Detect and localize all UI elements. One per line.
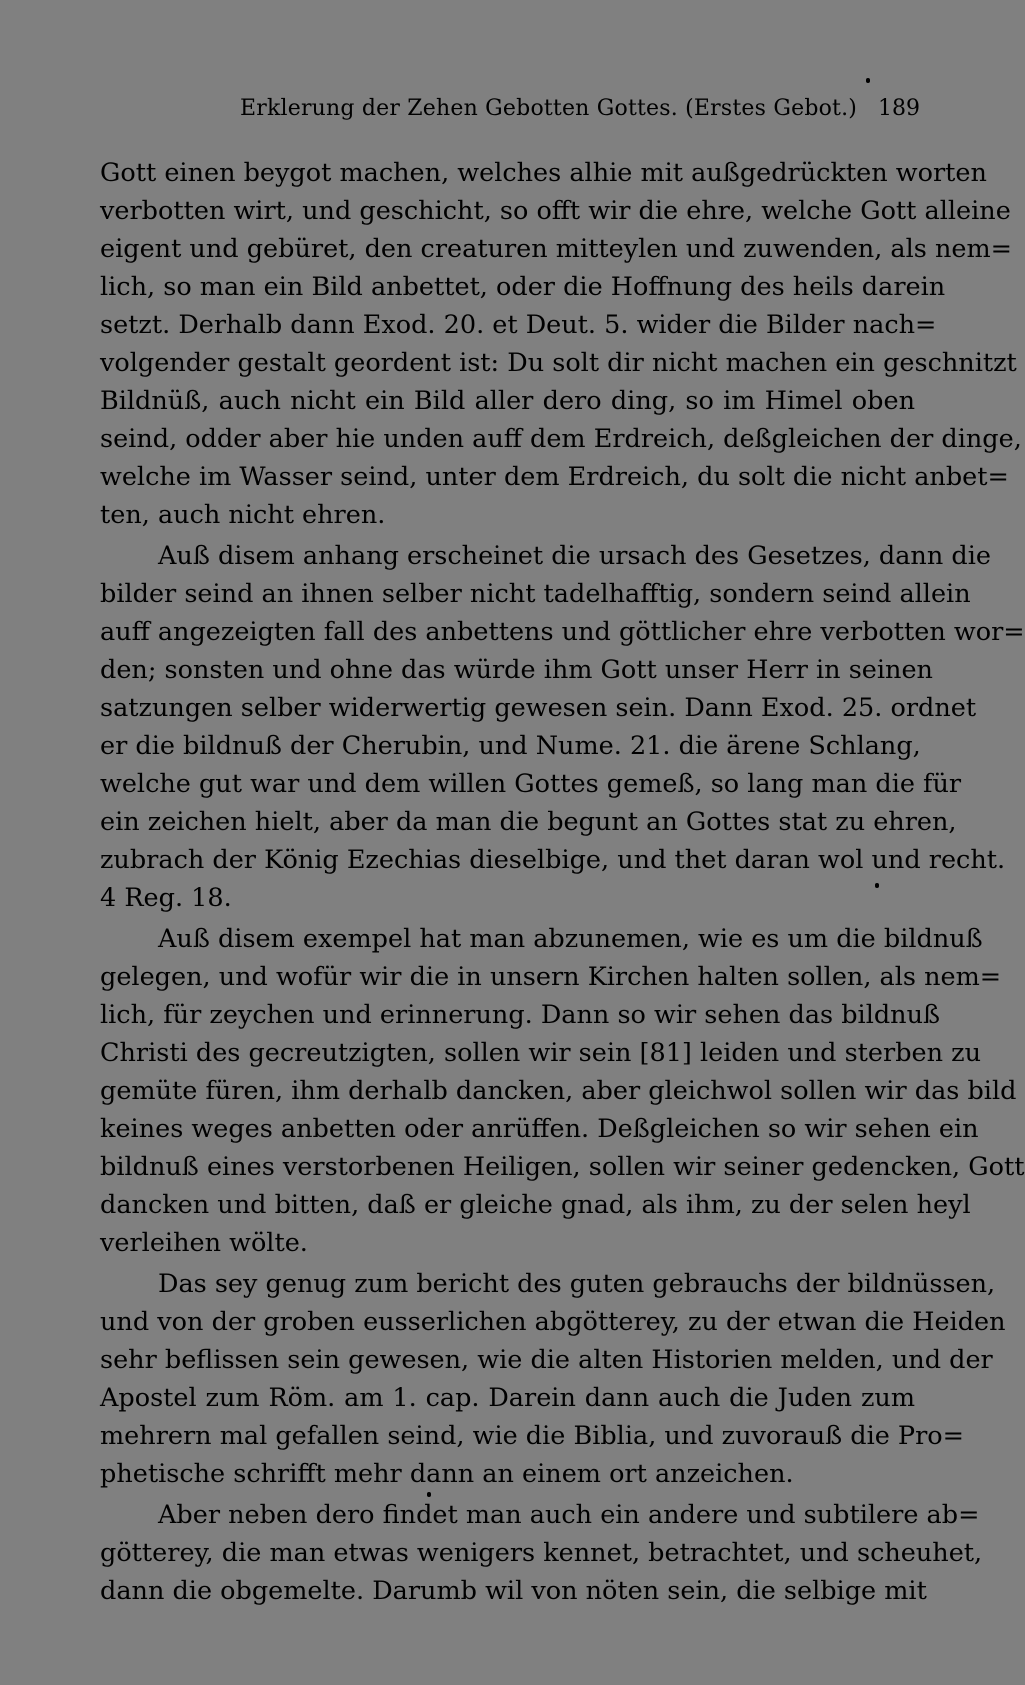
text-line: verbotten wirt, und geschicht, so offt wir die ehre, welche Gott alleine	[100, 196, 1011, 226]
paragraph	[100, 920, 1025, 1262]
text-line: ein zeichen hielt, aber da man die begunt an Gottes stat zu ehren,	[100, 807, 957, 837]
text-line: keines weges anbetten oder anrüffen. Deßgleichen so wir sehen ein	[100, 1114, 979, 1144]
text-line: dann die obgemelte. Darumb wil von nöten sein, die selbige mit	[100, 1576, 927, 1606]
text-line: 4 Reg. 18.	[100, 883, 232, 913]
text-line: bilder seind an ihnen selber nicht tadelhafftig, sondern seind allein	[100, 579, 971, 609]
text-line: ten, auch nicht ehren.	[100, 500, 386, 530]
text-line: dancken und bitten, daß er gleiche gnad, als ihm, zu der selen heyl	[100, 1190, 971, 1220]
text-line: den; sonsten und ohne das würde ihm Gott unser Herr in seinen	[100, 655, 933, 685]
text-line: lich, so man ein Bild anbettet, oder die Hoffnung des heils darein	[100, 272, 946, 302]
paragraph	[100, 537, 1025, 917]
text-line: eigent und gebüret, den creaturen mitteylen und zuwenden, als nem=	[100, 234, 1013, 264]
text-line: setzt. Derhalb dann Exod. 20. et Deut. 5. wider die Bilder nach=	[100, 310, 937, 340]
text-line: seind, odder aber hie unden auff dem Erdreich, deßgleichen der dinge,	[100, 424, 1022, 454]
text-line: götterey, die man etwas wenigers kennet, betrachtet, und scheuhet,	[100, 1538, 983, 1568]
text-line: Auß disem exempel hat man abzunemen, wie es um die bildnuß	[158, 924, 983, 954]
text-line: sehr beflissen sein gewesen, wie die alten Historien melden, und der	[100, 1345, 993, 1375]
text-line: phetische schrifft mehr dann an einem ort anzeichen.	[100, 1459, 794, 1489]
text-line: welche gut war und dem willen Gottes gemeß, so lang man die für	[100, 769, 962, 799]
text-line: er die bildnuß der Cherubin, und Nume. 21. die ärene Schlang,	[100, 731, 921, 761]
text-line: Aber neben dero findet man auch ein andere und subtilere ab=	[158, 1500, 980, 1530]
page-number: 189	[878, 96, 920, 121]
text-line: volgender gestalt geordent ist: Du solt dir nicht machen ein geschnitzt	[100, 348, 1017, 378]
text-line: und von der groben eusserlichen abgötterey, zu der etwan die Heiden	[100, 1307, 1006, 1337]
text-line: Apostel zum Röm. am 1. cap. Darein dann auch die Juden zum	[100, 1383, 915, 1413]
text-line: gemüte füren, ihm derhalb dancken, aber gleichwol sollen wir das bild	[100, 1076, 1017, 1106]
text-line: Bildnüß, auch nicht ein Bild aller dero ding, so im Himel oben	[100, 386, 915, 416]
text-line: Gott einen beygot machen, welches alhie mit außgedrückten worten	[100, 158, 987, 188]
text-line: auff angezeigten fall des anbettens und göttlicher ehre verbotten wor=	[100, 617, 1025, 647]
print-speck	[875, 883, 879, 888]
text-line: welche im Wasser seind, unter dem Erdreich, du solt die nicht anbet=	[100, 462, 1009, 492]
print-speck	[427, 1492, 431, 1497]
paragraph	[100, 1496, 983, 1610]
paragraph	[100, 154, 1022, 534]
text-line: bildnuß eines verstorbenen Heiligen, sollen wir seiner gedencken, Gott	[100, 1152, 1025, 1182]
text-line: Auß disem anhang erscheinet die ursach des Gesetzes, dann die	[158, 541, 991, 571]
body-text	[100, 154, 1025, 1613]
running-title: Erklerung der Zehen Gebotten Gottes. (Erstes Gebot.)	[240, 96, 858, 121]
text-line: mehrern mal gefallen seind, wie die Biblia, und zuvorauß die Pro=	[100, 1421, 964, 1451]
running-head	[240, 96, 920, 130]
text-line: gelegen, und wofür wir die in unsern Kirchen halten sollen, als nem=	[100, 962, 1002, 992]
text-line: satzungen selber widerwertig gewesen sein. Dann Exod. 25. ordnet	[100, 693, 977, 723]
text-line: Christi des gecreutzigten, sollen wir sein [81] leiden und sterben zu	[100, 1038, 982, 1068]
text-line: lich, für zeychen und erinnerung. Dann so wir sehen das bildnuß	[100, 1000, 941, 1030]
text-line: zubrach der König Ezechias dieselbige, und thet daran wol und recht.	[100, 845, 1006, 875]
text-line: verleihen wölte.	[100, 1228, 308, 1258]
text-line: Das sey genug zum bericht des guten gebrauchs der bildnüssen,	[158, 1269, 996, 1299]
paragraph	[100, 1265, 1006, 1493]
print-speck	[866, 78, 870, 83]
